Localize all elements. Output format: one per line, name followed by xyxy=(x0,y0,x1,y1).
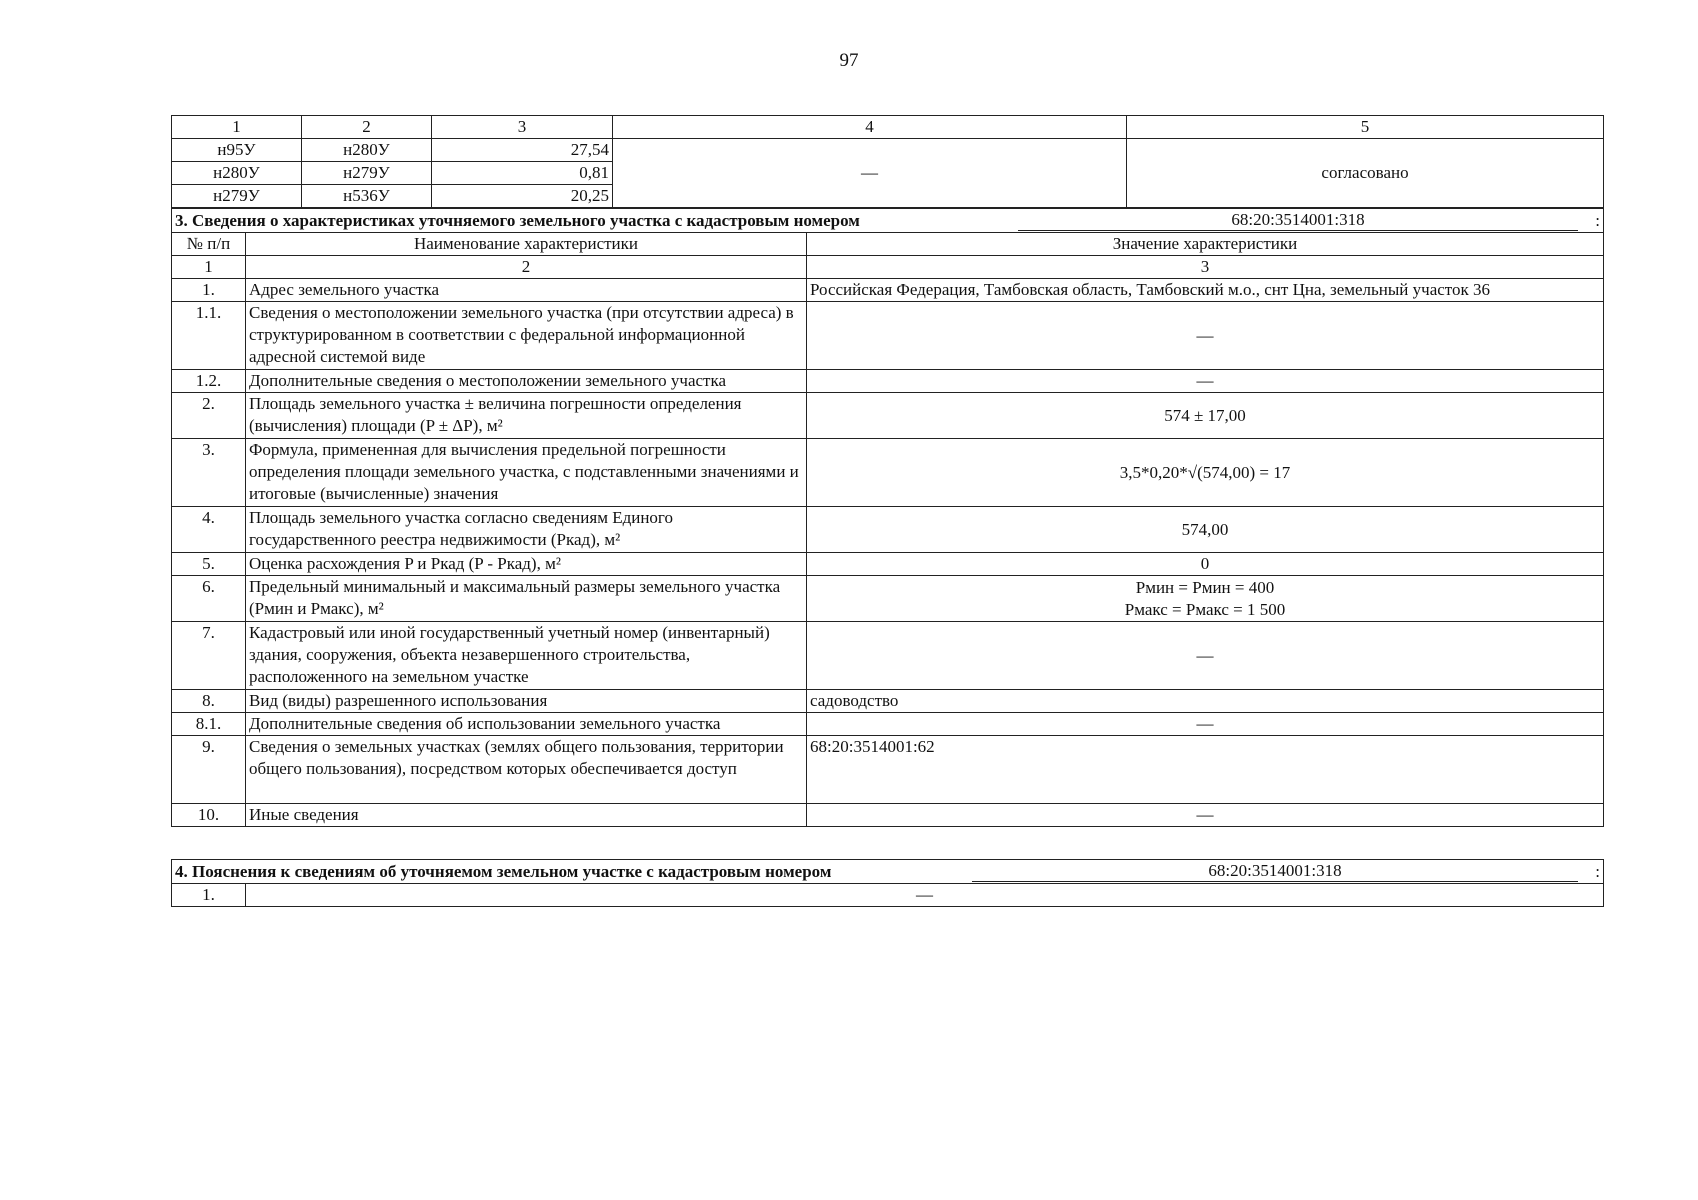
characteristic-value: 68:20:3514001:62 xyxy=(807,736,1604,804)
section-4-title: 4. Пояснения к сведениям об уточняемом земельном участке с кадастровым номером xyxy=(175,861,832,881)
table-header-row xyxy=(172,116,1604,139)
explanations-table xyxy=(171,859,1604,907)
column-5-value: согласовано xyxy=(1127,139,1604,208)
characteristic-name: Площадь земельного участка согласно сведениям Единого государственного реестра недвижимости (Pкад), м² xyxy=(246,507,807,553)
colon: : xyxy=(1595,210,1600,230)
point-from: н280У xyxy=(172,162,302,185)
characteristic-value: 574 ± 17,00 xyxy=(807,393,1604,439)
table-row xyxy=(172,713,1604,736)
section-4-cadastral-number: 68:20:3514001:318 xyxy=(972,861,1578,882)
section-3-header xyxy=(172,209,1604,233)
column-header: 3 xyxy=(432,116,613,139)
boundary-table xyxy=(171,115,1604,208)
table-row xyxy=(172,804,1604,827)
characteristic-name: Иные сведения xyxy=(246,804,807,827)
row-number: 6. xyxy=(172,576,246,622)
row-number: 1.1. xyxy=(172,302,246,370)
row-number: 8.1. xyxy=(172,713,246,736)
page-number: 97 xyxy=(839,50,859,71)
table-row xyxy=(172,370,1604,393)
point-to: н280У xyxy=(302,139,432,162)
characteristic-name: Дополнительные сведения о местоположении земельного участка xyxy=(246,370,807,393)
row-number: 3. xyxy=(172,439,246,507)
column-header: № п/п xyxy=(172,233,246,256)
table-row xyxy=(172,302,1604,370)
characteristic-name: Вид (виды) разрешенного использования xyxy=(246,690,807,713)
characteristic-value: — xyxy=(807,370,1604,393)
colon: : xyxy=(1595,861,1600,881)
table-row xyxy=(172,139,1604,162)
characteristic-name: Формула, примененная для вычисления предельной погрешности определения площади земельного участка, с подставленными значениями и итоговые (вычисленные) значения xyxy=(246,439,807,507)
row-number: 1. xyxy=(172,279,246,302)
table-row xyxy=(172,507,1604,553)
characteristic-name: Кадастровый или иной государственный учетный номер (инвентарный) здания, сооружения, объекта незавершенного строительства, расположенного на земельном участке xyxy=(246,622,807,690)
table-row xyxy=(172,439,1604,507)
section-3-cadastral-number: 68:20:3514001:318 xyxy=(1018,210,1578,231)
column-header: Наименование характеристики xyxy=(246,233,807,256)
table-row xyxy=(172,690,1604,713)
characteristic-value: Российская Федерация, Тамбовская область, Тамбовский м.о., снт Цна, земельный участок 36 xyxy=(807,279,1604,302)
characteristic-name: Сведения о земельных участках (землях общего пользования, территории общего пользования), посредством которых обеспечивается доступ xyxy=(246,736,807,804)
column-header: 1 xyxy=(172,116,302,139)
explanation-value: — xyxy=(246,884,1604,907)
column-number: 2 xyxy=(246,256,807,279)
characteristic-value: — xyxy=(807,302,1604,370)
row-number: 10. xyxy=(172,804,246,827)
characteristic-value: — xyxy=(807,622,1604,690)
segment-length: 0,81 xyxy=(432,162,613,185)
point-from: н279У xyxy=(172,185,302,208)
section-4-header xyxy=(172,860,1604,884)
characteristics-table xyxy=(171,208,1604,827)
row-number: 4. xyxy=(172,507,246,553)
table-row xyxy=(172,393,1604,439)
characteristic-value: — xyxy=(807,804,1604,827)
table-header-row xyxy=(172,233,1604,256)
row-number: 1. xyxy=(172,884,246,907)
column-header: Значение характеристики xyxy=(807,233,1604,256)
characteristic-name: Оценка расхождения P и Pкад (P - Pкад), м² xyxy=(246,553,807,576)
characteristic-value: — xyxy=(807,713,1604,736)
column-number: 3 xyxy=(807,256,1604,279)
characteristic-value: 0 xyxy=(807,553,1604,576)
table-row xyxy=(172,553,1604,576)
row-number: 9. xyxy=(172,736,246,804)
column-header: 2 xyxy=(302,116,432,139)
row-number: 2. xyxy=(172,393,246,439)
characteristic-value: садоводство xyxy=(807,690,1604,713)
table-row xyxy=(172,736,1604,804)
max-size-value: Pмакс = Pмакс = 1 500 xyxy=(1124,599,1286,619)
min-size-value: Pмин = Pмин = 400 xyxy=(1135,577,1275,597)
characteristic-value: 574,00 xyxy=(807,507,1604,553)
characteristic-name: Площадь земельного участка ± величина погрешности определения (вычисления) площади (P ± ΔP), м² xyxy=(246,393,807,439)
table-row xyxy=(172,622,1604,690)
row-number: 7. xyxy=(172,622,246,690)
point-from: н95У xyxy=(172,139,302,162)
row-number: 1.2. xyxy=(172,370,246,393)
segment-length: 27,54 xyxy=(432,139,613,162)
row-number: 5. xyxy=(172,553,246,576)
column-4-value: — xyxy=(613,139,1127,208)
characteristic-name: Адрес земельного участка xyxy=(246,279,807,302)
table-header-numbers xyxy=(172,256,1604,279)
column-header: 4 xyxy=(613,116,1127,139)
segment-length: 20,25 xyxy=(432,185,613,208)
column-number: 1 xyxy=(172,256,246,279)
section-3-title: 3. Сведения о характеристиках уточняемого земельного участка с кадастровым номером xyxy=(175,210,860,230)
table-row xyxy=(172,884,1604,907)
table-row xyxy=(172,576,1604,622)
characteristic-name: Предельный минимальный и максимальный размеры земельного участка (Pмин и Pмакс), м² xyxy=(246,576,807,622)
row-number: 8. xyxy=(172,690,246,713)
point-to: н279У xyxy=(302,162,432,185)
column-header: 5 xyxy=(1127,116,1604,139)
table-row xyxy=(172,279,1604,302)
point-to: н536У xyxy=(302,185,432,208)
characteristic-value xyxy=(807,576,1604,622)
characteristic-name: Дополнительные сведения об использовании земельного участка xyxy=(246,713,807,736)
characteristic-name: Сведения о местоположении земельного участка (при отсутствии адреса) в структурированном в соответствии с федеральной информационной адресной системой виде xyxy=(246,302,807,370)
characteristic-value: 3,5*0,20*√(574,00) = 17 xyxy=(807,439,1604,507)
